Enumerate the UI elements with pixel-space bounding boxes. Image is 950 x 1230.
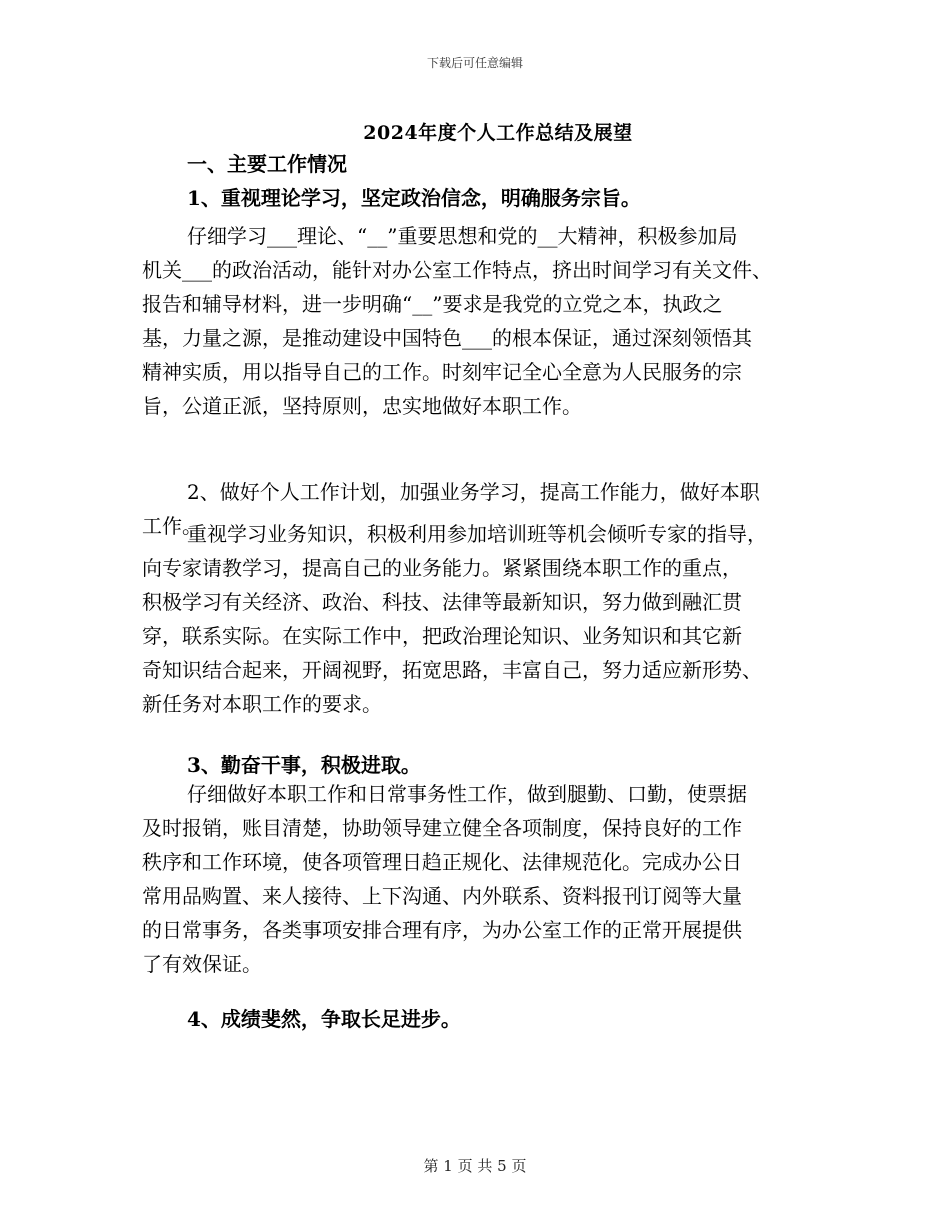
item1-heading: 1、重视理论学习，坚定政治信念，明确服务宗旨。 [187,186,641,210]
heading-line: 工作。 [142,514,202,538]
item3-heading: 3、勤奋干事，积极进取。 [187,753,421,777]
paragraph-line: 及时报销，账目清楚，协助领导建立健全各项制度，保持良好的工作 [142,816,742,840]
document-title: 2024年度个人工作总结及展望 [363,122,633,144]
paragraph-line: 的日常事务，各类事项安排合理有序，为办公室工作的正常开展提供 [142,918,742,942]
paragraph-line: 常用品购置、来人接待、上下沟通、内外联系、资料报刊订阅等大量 [142,884,742,908]
paragraph-line: 基，力量之源，是推动建设中国特色___的根本保证，通过深刻领悟其 [142,326,752,350]
item3-paragraph [142,777,822,981]
page-number: 第 1 页 共 5 页 [423,1157,527,1175]
page-header-note: 下载后可任意编辑 [426,56,523,70]
paragraph-line: 精神实质，用以指导自己的工作。时刻牢记全心全意为人民服务的宗 [142,360,742,384]
paragraph-line: 秩序和工作环境，使各项管理日趋正规化、法律规范化。完成办公日 [142,850,742,874]
paragraph-line: 仔细做好本职工作和日常事务性工作，做到腿勤、口勤，使票据 [187,782,747,806]
item2-paragraph [142,517,822,721]
item1-paragraph [142,219,822,423]
item4-heading: 4、成绩斐然，争取长足进步。 [187,1007,461,1031]
paragraph-line: 仔细学习___理论、“__”重要思想和党的__大精神，积极参加局 [187,224,738,248]
paragraph-line: 重视学习业务知识，积极利用参加培训班等机会倾听专家的指导， [187,522,767,546]
paragraph-line: 报告和辅导材料，进一步明确“__”要求是我党的立党之本，执政之 [142,292,723,316]
paragraph-line: 积极学习有关经济、政治、科技、法律等最新知识，努力做到融汇贯 [142,590,742,614]
paragraph-line: 穿，联系实际。在实际工作中，把政治理论知识、业务知识和其它新 [142,624,742,648]
paragraph-line: 新任务对本职工作的要求。 [142,692,382,716]
section-heading-main: 一、主要工作情况 [187,152,347,176]
paragraph-line: 奇知识结合起来，开阔视野，拓宽思路，丰富自己，努力适应新形势、 [142,658,762,682]
paragraph-line: 了有效保证。 [142,952,262,976]
paragraph-line: 机关___的政治活动，能针对办公室工作特点，挤出时间学习有关文件、 [142,258,772,282]
paragraph-line: 旨，公道正派，坚持原则，忠实地做好本职工作。 [142,394,582,418]
paragraph-line: 向专家请教学习，提高自己的业务能力。紧紧围绕本职工作的重点， [142,556,742,580]
heading-line: 2、做好个人工作计划，加强业务学习，提高工作能力，做好本职 [187,480,760,504]
